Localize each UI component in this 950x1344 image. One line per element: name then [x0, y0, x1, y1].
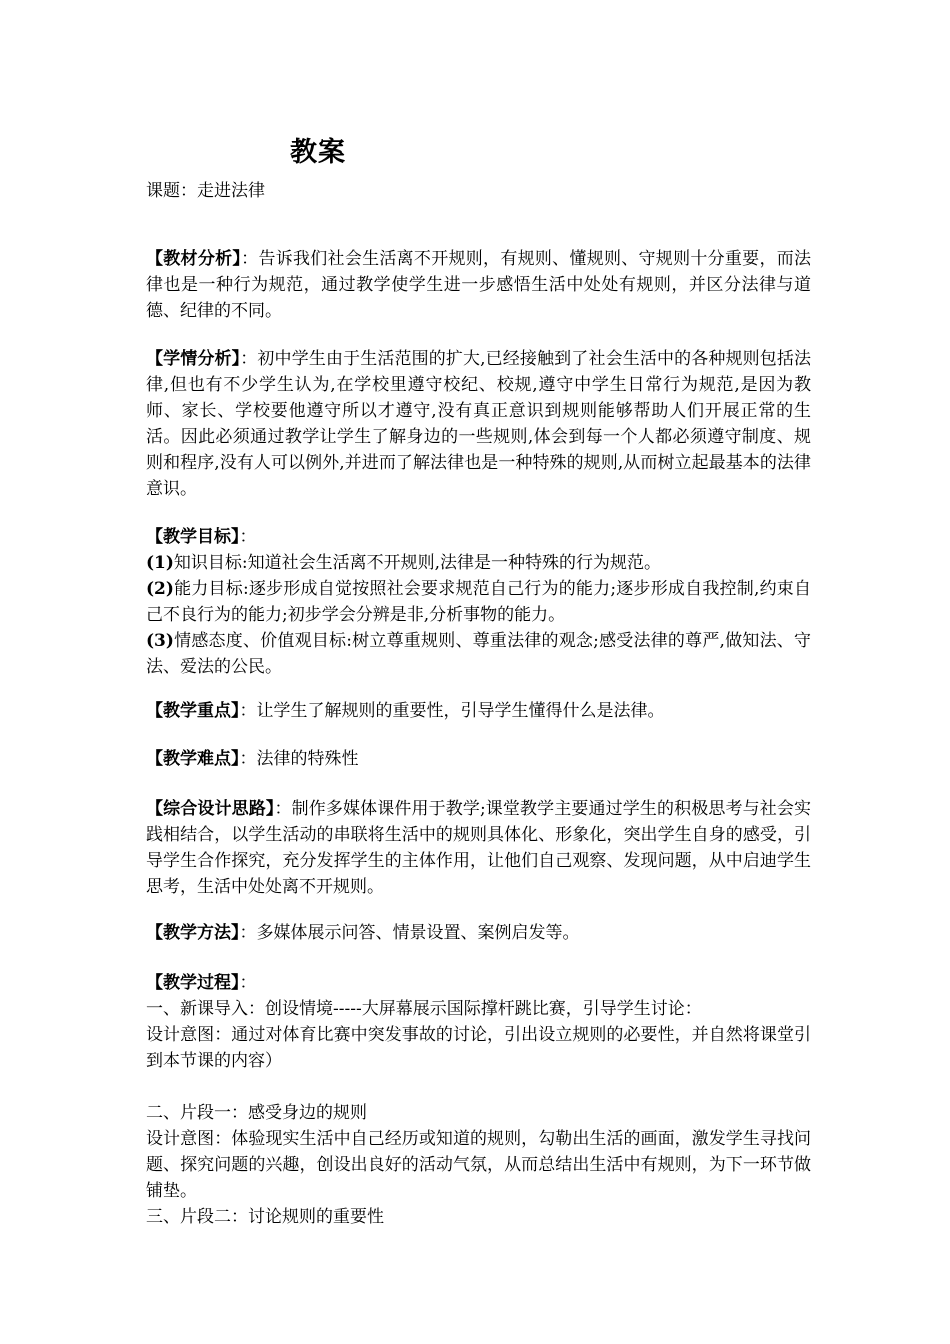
process-step-intent: 设计意图：通过对体育比赛中突发事故的讨论，引出设立规则的必要性，并自然将课堂引到本节课的内容）: [146, 1025, 811, 1071]
page-title: 教案: [290, 137, 346, 168]
section-heading: 【综合设计思路】: [146, 799, 275, 819]
goal-prefix: (2): [146, 579, 174, 599]
section-text: ：多媒体展示问答、情景设置、案例启发等。: [239, 923, 580, 943]
goal-prefix: (3): [146, 631, 174, 651]
section-heading: 【学情分析】: [146, 349, 241, 369]
section-student-analysis: [146, 346, 811, 502]
heading-colon: ：: [239, 973, 257, 993]
goal-item: [146, 628, 811, 680]
section-material-analysis: [146, 246, 811, 324]
process-step-intent: 设计意图：体验现实生活中自己经历或知道的规则，勾勒出生活的画面，激发学生寻找问题、探究问题的兴趣，创设出良好的活动气氛，从而总结出生活中有规则，为下一环节做铺垫。: [146, 1129, 811, 1201]
section-text: ：初中学生由于生活范围的扩大,已经接触到了社会生活中的各种规则包括法律,但也有不少学生认为,在学校里遵守校纪、校规,遵守中学生日常行为规范,是因为教师、家长、学校要他遵守所以才遵守,没有真正意识到规则能够帮助人们开展正常的生活。因此必须通过教学让学生了解身边的一些规则,体会到每一个人都必须遵守制度、规则和程序,没有人可以例外,并进而了解法律也是一种特殊的规则,从而树立起最基本的法律意识。: [146, 349, 812, 499]
section-heading: 【教材分析】: [146, 249, 242, 269]
section-heading: 【教学难点】: [146, 749, 240, 769]
process-step-title: 一、新课导入：创设情境-----大屏幕展示国际撑杆跳比赛，引导学生讨论：: [146, 999, 702, 1019]
process-step-title: 三、片段二：讨论规则的重要性: [146, 1207, 384, 1227]
section-text: ：法律的特殊性: [239, 749, 359, 769]
section-text: ：让学生了解规则的重要性，引导学生懂得什么是法律。: [239, 701, 665, 721]
goals-heading-line: [146, 524, 811, 550]
section-difficulty: [146, 746, 811, 772]
lesson-topic: 课题：走进法律: [146, 181, 265, 201]
section-design-idea: [146, 796, 811, 900]
process-heading-line: [146, 970, 811, 996]
goal-item: [146, 550, 811, 576]
section-text: ：告诉我们社会生活离不开规则，有规则、懂规则、守规则十分重要，而法律也是一种行为规范，通过教学使学生进一步感悟生活中处处有规则，并区分法律与道德、纪律的不同。: [146, 249, 812, 321]
blank-line: [146, 1074, 811, 1100]
heading-colon: ：: [239, 527, 257, 547]
section-key-point: [146, 698, 811, 724]
goal-item: [146, 576, 811, 628]
goal-text: 情感态度、价值观目标:树立尊重规则、尊重法律的观念;感受法律的尊严,做知法、守法、爱法的公民。: [146, 631, 811, 677]
goal-text: 能力目标:逐步形成自觉按照社会要求规范自己行为的能力;逐步形成自我控制,约束自己不良行为的能力;初步学会分辨是非,分析事物的能力。: [146, 579, 811, 625]
section-teaching-method: [146, 920, 811, 946]
section-heading: 【教学目标】: [146, 527, 240, 547]
goal-prefix: (1): [146, 553, 174, 573]
section-teaching-process: [146, 970, 811, 1230]
section-heading: 【教学重点】: [146, 701, 240, 721]
section-text: ：制作多媒体课件用于教学;课堂教学主要通过学生的积极思考与社会实践相结合，以学生活动的串联将生活中的规则具体化、形象化，突出学生自身的感受，引导学生合作探究，充分发挥学生的主体作用，让他们自己观察、发现问题，从中启迪学生思考，生活中处处离不开规则。: [146, 799, 811, 897]
section-teaching-goals: [146, 524, 811, 680]
goal-text: 知识目标:知道社会生活离不开规则,法律是一种特殊的行为规范。: [173, 553, 662, 573]
section-heading: 【教学过程】: [146, 973, 240, 993]
process-step-title: 二、片段一：感受身边的规则: [146, 1103, 367, 1123]
section-heading: 【教学方法】: [146, 923, 240, 943]
